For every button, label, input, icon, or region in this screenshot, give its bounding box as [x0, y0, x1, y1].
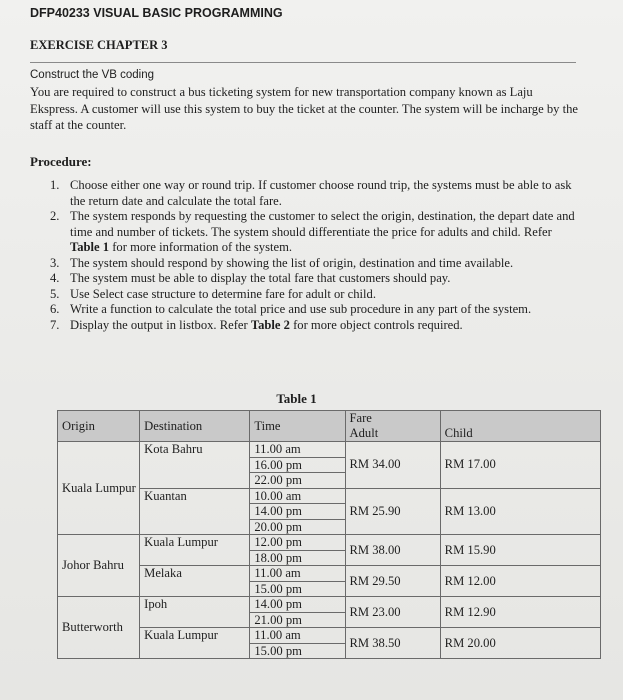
time-cell: 11.00 am 16.00 pm 22.00 pm — [250, 442, 345, 489]
adult-fare-cell: RM 23.00 — [345, 597, 440, 628]
intro-paragraph: You are required to construct a bus ticketing system for new transportation company known as Laju Ekspress. A customer will use this system to buy the ticket at the counter. The system will be incharge by the staff at the counter. — [30, 85, 578, 132]
child-fare-cell: RM 13.00 — [440, 488, 600, 535]
header-divider — [30, 62, 576, 63]
table-row — [58, 442, 601, 489]
list-item: 6. Write a function to calculate the total price and use sub procedure in any part of the system. — [50, 302, 532, 316]
table-ref: Table 1 — [70, 240, 110, 254]
table-row — [58, 488, 601, 535]
destination-cell: Kuala Lumpur — [140, 628, 250, 659]
table-row — [58, 566, 601, 597]
origin-cell: Kuala Lumpur — [58, 442, 140, 535]
time-cell: 11.00 am 15.00 pm — [250, 628, 345, 659]
destination-cell: Kuantan — [140, 488, 250, 535]
course-title: DFP40233 VISUAL BASIC PROGRAMMING — [30, 6, 283, 20]
header-child: Child — [440, 426, 600, 442]
exercise-title: EXERCISE CHAPTER 3 — [30, 38, 168, 52]
header-fare: Fare — [345, 411, 440, 427]
table-caption: Table 1 — [276, 391, 317, 406]
adult-fare-cell: RM 29.50 — [345, 566, 440, 597]
procedure-list — [40, 178, 576, 333]
table-row — [58, 535, 601, 566]
table-row — [58, 628, 601, 659]
table-ref: Table 2 — [250, 317, 290, 332]
child-fare-cell: RM 15.90 — [440, 535, 600, 566]
list-item: 3. The system should respond by showing the list of origin, destination and time available. — [50, 255, 514, 270]
table-row — [58, 597, 601, 628]
destination-cell: Kuala Lumpur — [140, 535, 250, 566]
list-item: 2. The system responds by requesting the customer to select the origin, destination, the depart date and time and number of tickets. The system should differentiate the price for adults and child. Refer Table 1 for more information of the system. — [50, 209, 575, 254]
child-fare-cell: RM 12.90 — [440, 597, 600, 628]
child-fare-cell: RM 20.00 — [440, 628, 600, 659]
list-item: 4. The system must be able to display the total fare that customers should pay. — [50, 271, 451, 285]
list-item: 7. Display the output in listbox. Refer Table 2 for more object controls required. — [50, 317, 463, 332]
adult-fare-cell: RM 34.00 — [345, 442, 440, 489]
header-adult: Adult — [345, 426, 440, 442]
time-cell: 11.00 am 15.00 pm — [250, 566, 345, 597]
list-item: 5. Use Select case structure to determine fare for adult or child. — [50, 286, 376, 301]
construct-label: Construct the VB coding — [30, 69, 155, 81]
destination-cell: Kota Bahru — [140, 442, 250, 489]
adult-fare-cell: RM 38.00 — [345, 535, 440, 566]
time-cell: 14.00 pm 21.00 pm — [250, 597, 345, 628]
child-fare-cell: RM 17.00 — [440, 442, 600, 489]
adult-fare-cell: RM 25.90 — [345, 488, 440, 535]
procedure-heading: Procedure: — [30, 154, 92, 169]
fare-table — [57, 410, 601, 659]
destination-cell: Melaka — [140, 566, 250, 597]
adult-fare-cell: RM 38.50 — [345, 628, 440, 659]
child-fare-cell: RM 12.00 — [440, 566, 600, 597]
destination-cell: Ipoh — [140, 597, 250, 628]
header-destination: Destination — [140, 411, 250, 442]
list-item: 1. Choose either one way or round trip. If customer choose round trip, the systems must be able to ask the return date and calculate the total fare. — [50, 178, 572, 208]
time-cell: 12.00 pm 18.00 pm — [250, 535, 345, 566]
time-cell: 10.00 am 14.00 pm 20.00 pm — [250, 488, 345, 535]
header-origin: Origin — [58, 411, 140, 442]
origin-cell: Johor Bahru — [58, 535, 140, 597]
origin-cell: Butterworth — [58, 597, 140, 659]
header-time: Time — [250, 411, 345, 442]
